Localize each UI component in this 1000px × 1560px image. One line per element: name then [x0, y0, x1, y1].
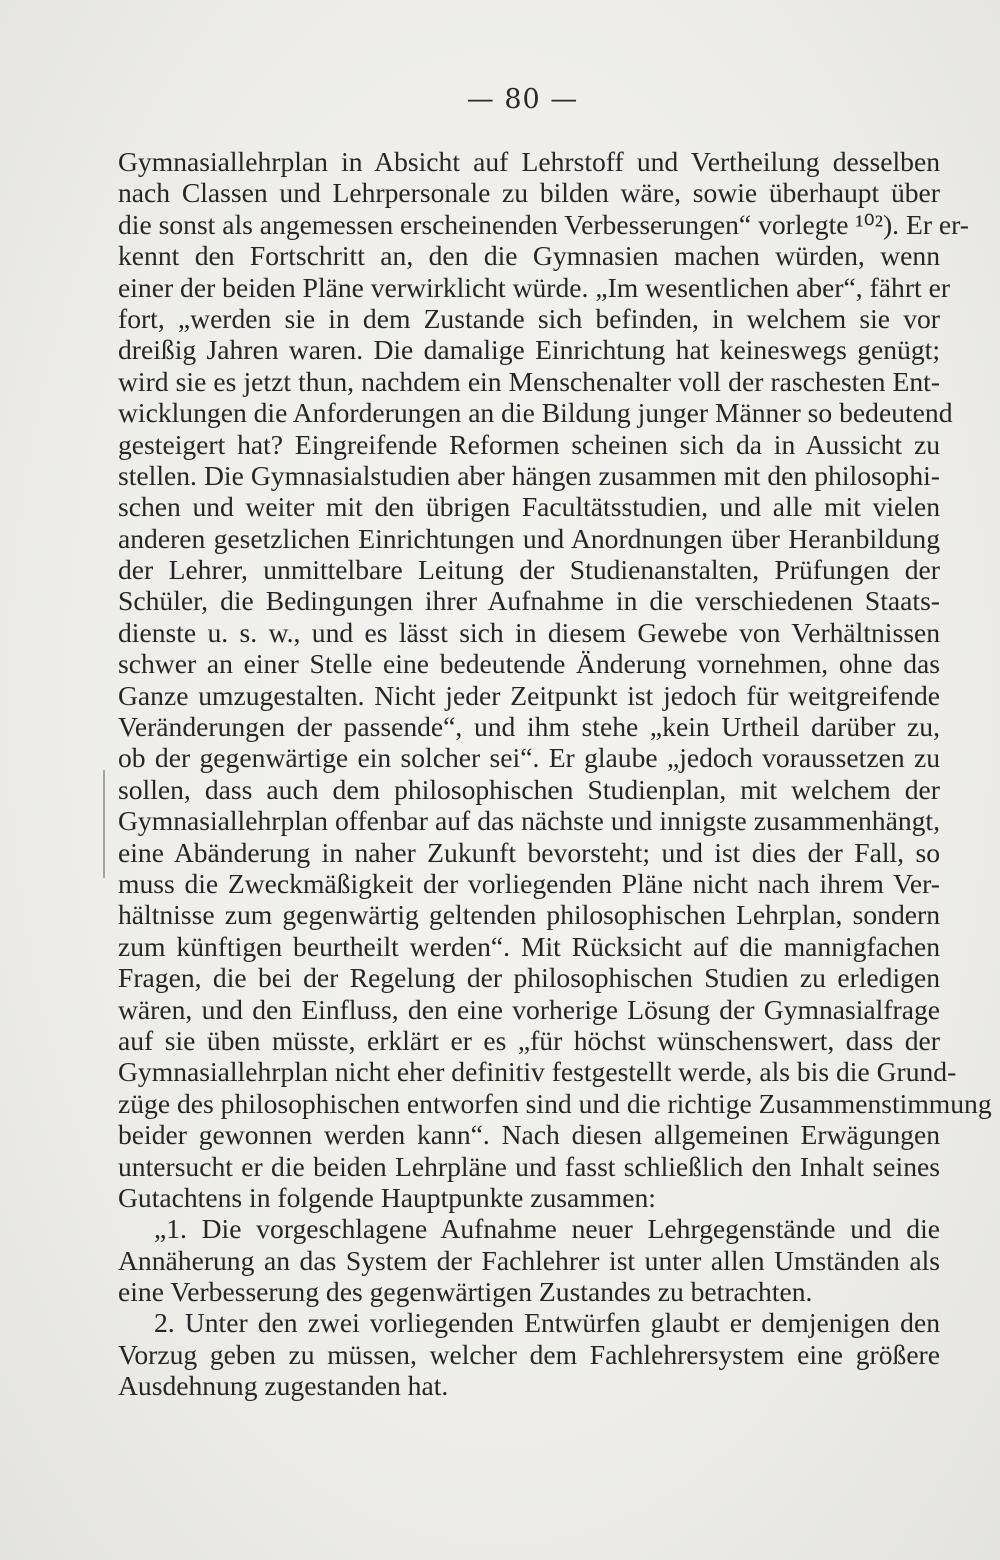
text-line: gesteigert hat? Eingreifende Reformen scheinen sich da in Aussicht zu: [118, 428, 940, 460]
text-line: ob der gegenwärtige ein solcher sei“. Er glaube „jedoch voraussetzen zu: [118, 742, 940, 774]
text-line: Vorzug geben zu müssen, welcher dem Fachlehrersystem eine größere: [118, 1338, 940, 1370]
text-line: Ganze umzugestalten. Nicht jeder Zeitpunkt ist jedoch für weitgreifende: [118, 679, 940, 711]
text-line: Gutachtens in folgende Hauptpunkte zusammen:: [118, 1181, 656, 1213]
text-line: sollen, dass auch dem philosophischen Studienplan, mit welchem der: [118, 773, 940, 805]
text-line: Schüler, die Bedingungen ihrer Aufnahme in die verschiedenen Staats-: [118, 585, 940, 617]
text-line: Fragen, die bei der Regelung der philosophischen Studien zu erledigen: [118, 962, 940, 994]
text-line: wicklungen die Anforderungen an die Bildung junger Männer so bedeutend: [118, 397, 953, 429]
text-line: schwer an einer Stelle eine bedeutende Änderung vornehmen, ohne das: [118, 648, 940, 680]
margin-pencil-mark: [103, 770, 105, 878]
text-line: Ausdehnung zugestanden hat.: [118, 1370, 449, 1402]
text-line: wären, und den Einfluss, den eine vorherige Lösung der Gymnasialfrage: [118, 993, 940, 1025]
text-line: züge des philosophischen entworfen sind und die richtige Zusammenstimmung: [118, 1087, 992, 1119]
text-line: muss die Zweckmäßigkeit der vorliegenden Pläne nicht nach ihrem Ver-: [118, 867, 940, 899]
text-line: Veränderungen der passende“, und ihm stehe „kein Urtheil darüber zu,: [118, 711, 940, 743]
text-line: einer der beiden Pläne verwirklicht würde. „Im wesentlichen aber“, fährt er: [118, 271, 951, 303]
text-line: kennt den Fortschritt an, den die Gymnasien machen würden, wenn: [118, 240, 940, 272]
text-line: nach Classen und Lehrpersonale zu bilden wäre, sowie überhaupt über: [118, 177, 940, 209]
text-line: wird sie es jetzt thun, nachdem ein Menschenalter voll der raschesten Ent-: [118, 365, 940, 397]
text-line: Gymnasiallehrplan offenbar auf das nächste und innigste zusammenhängt,: [118, 805, 940, 837]
text-line: untersucht er die beiden Lehrpläne und fasst schließlich den Inhalt seines: [118, 1150, 940, 1182]
text-line: hältnisse zum gegenwärtig geltenden philosophischen Lehrplan, sondern: [118, 899, 940, 931]
text-line: Annäherung an das System der Fachlehrer ist unter allen Umständen als: [118, 1244, 940, 1276]
text-line: Gymnasiallehrplan in Absicht auf Lehrstoff und Vertheilung desselben: [118, 146, 940, 177]
text-line: stellen. Die Gymnasialstudien aber hängen zusammen mit den philosophi-: [118, 459, 940, 491]
text-line: eine Verbesserung des gegenwärtigen Zustandes zu betrachten.: [118, 1276, 813, 1308]
text-line: die sonst als angemessen erscheinenden Verbesserungen“ vorlegte ¹⁰²). Er er-: [118, 208, 969, 240]
page-number: — 80 —: [466, 84, 579, 115]
text-line: dienste u. s. w., und es lässt sich in diesem Gewebe von Verhältnissen: [118, 616, 940, 648]
text-line: auf sie üben müsste, erklärt er es „für höchst wünschenswert, dass der: [118, 1024, 940, 1056]
text-line: der Lehrer, unmittelbare Leitung der Studienanstalten, Prüfungen der: [118, 554, 940, 586]
text-line: schen und weiter mit den übrigen Facultätsstudien, und alle mit vielen: [118, 491, 940, 523]
text-line: zum künftigen beurtheilt werden“. Mit Rücksicht auf die mannigfachen: [118, 930, 940, 962]
text-line: fort, „werden sie in dem Zustande sich befinden, in welchem sie vor: [118, 302, 940, 334]
text-line: anderen gesetzlichen Einrichtungen und Anordnungen über Heranbildung: [118, 522, 940, 554]
text-line: beider gewonnen werden kann“. Nach diesen allgemeinen Erwägungen: [118, 1119, 940, 1151]
body-text: [118, 146, 992, 1402]
text-line: eine Abänderung in naher Zukunft bevorsteht; und ist dies der Fall, so: [118, 836, 940, 868]
numbered-item-2: 2. Unter den zwei vorliegenden Entwürfen glaubt er demjenigen den: [154, 1307, 940, 1339]
text-line: Gymnasiallehrplan nicht eher definitiv festgestellt werde, als bis die Grund-: [118, 1056, 957, 1088]
text-line: dreißig Jahren waren. Die damalige Einrichtung hat keineswegs genügt;: [118, 334, 940, 366]
numbered-item-1: „1. Die vorgeschlagene Aufnahme neuer Lehrgegenstände und die: [154, 1213, 940, 1245]
